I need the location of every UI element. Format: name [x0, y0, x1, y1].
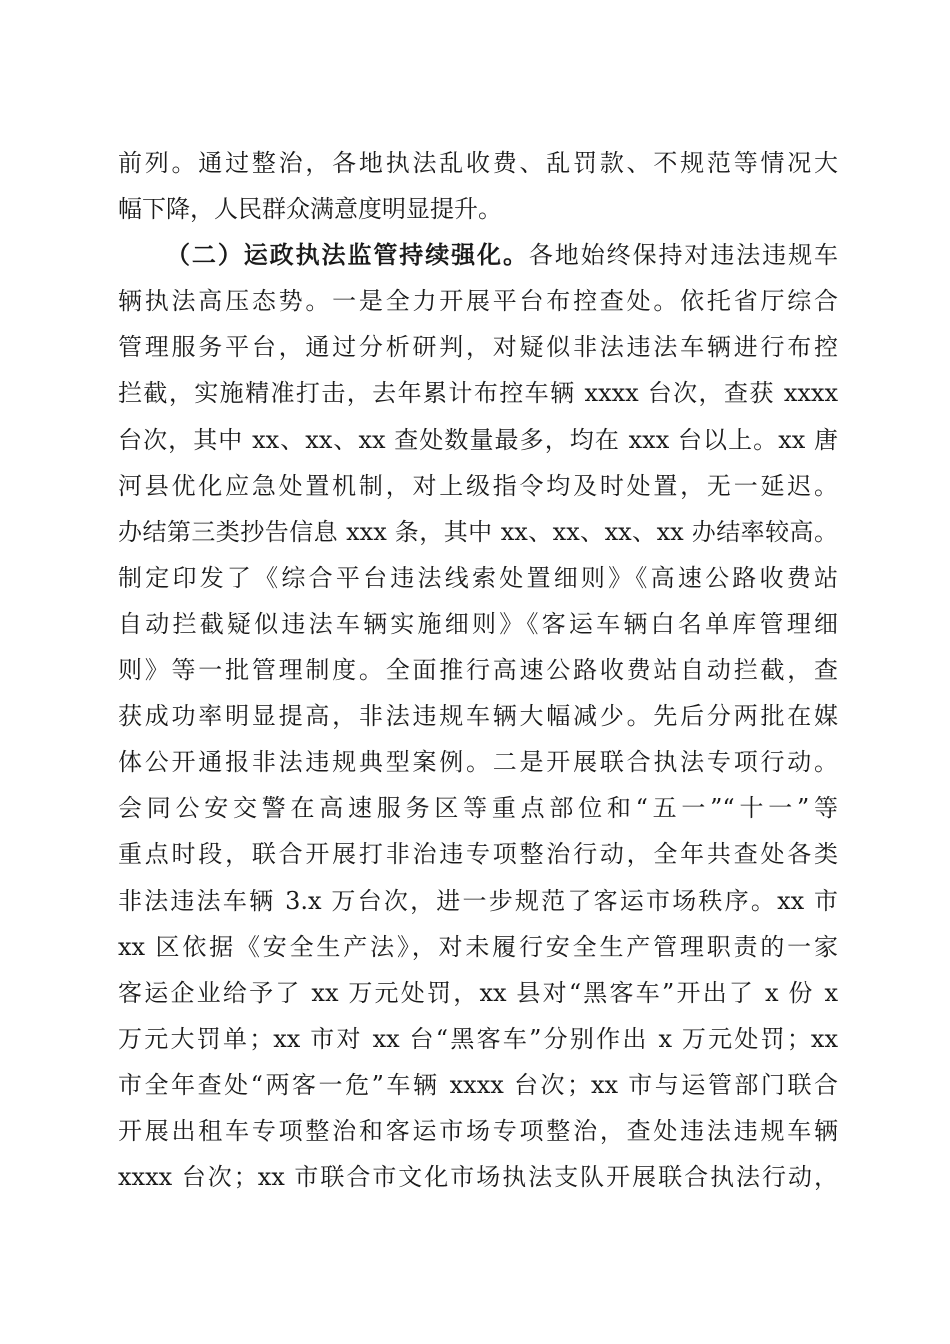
text-line: 自动拦截疑似违法车辆实施细则》《客运车辆白名单库管理细: [118, 609, 838, 638]
text-line: 管理服务平台，通过分析研判，对疑似非法违法车辆进行布控: [118, 333, 838, 362]
text-line: 万元大罚单；xx 市对 xx 台“黑客车”分别作出 x 万元处罚；xx: [118, 1024, 838, 1053]
body-text: [118, 140, 838, 1200]
text-line: 重点时段，联合开展打非治违专项整治行动，全年共查处各类: [118, 840, 838, 869]
section-heading-line: [118, 232, 838, 278]
text-line: 前列。通过整治，各地执法乱收费、乱罚款、不规范等情况大: [118, 149, 838, 177]
text-line: xx 区依据《安全生产法》，对未履行安全生产管理职责的一家: [118, 932, 838, 961]
text-line: 会同公安交警在高速服务区等重点部位和“五一”“十一”等: [118, 794, 838, 823]
text-line: 体公开通报非法违规典型案例。二是开展联合执法专项行动。: [118, 748, 838, 777]
text-line: 拦截，实施精准打击，去年累计布控车辆 xxxx 台次，查获 xxxx: [118, 379, 838, 408]
text-line: 辆执法高压态势。一是全力开展平台布控查处。依托省厅综合: [118, 287, 838, 316]
section-heading: （二）运政执法监管持续强化。: [166, 240, 529, 270]
text-line: 市全年查处“两客一危”车辆 xxxx 台次；xx 市与运管部门联合: [118, 1070, 838, 1099]
text-line: 办结第三类抄告信息 xxx 条，其中 xx、xx、xx、xx 办结率较高。: [118, 517, 838, 546]
text-line: 客运企业给予了 xx 万元处罚，xx 县对“黑客车”开出了 x 份 x: [118, 978, 838, 1007]
text-line: 获成功率明显提高，非法违规车辆大幅减少。先后分两批在媒: [118, 702, 838, 731]
text-line: 幅下降，人民群众满意度明显提升。: [118, 195, 502, 224]
text-line: 非法违法车辆 3.x 万台次，进一步规范了客运市场秩序。xx 市: [118, 886, 838, 915]
text-line: 则》等一批管理制度。全面推行高速公路收费站自动拦截，查: [118, 656, 838, 685]
text-line: 各地始终保持对违法违规车: [528, 241, 838, 270]
text-line: 河县优化应急处置机制，对上级指令均及时处置，无一延迟。: [118, 471, 838, 500]
text-line: 开展出租车专项整治和客运市场专项整治，查处违法违规车辆: [118, 1116, 838, 1145]
text-line: 台次，其中 xx、xx、xx 查处数量最多，均在 xxx 台以上。xx 唐: [118, 425, 838, 454]
text-line: 制定印发了《综合平台违法线索处置细则》《高速公路收费站: [118, 563, 838, 592]
text-line: xxxx 台次；xx 市联合市文化市场执法支队开展联合执法行动，: [118, 1163, 838, 1192]
